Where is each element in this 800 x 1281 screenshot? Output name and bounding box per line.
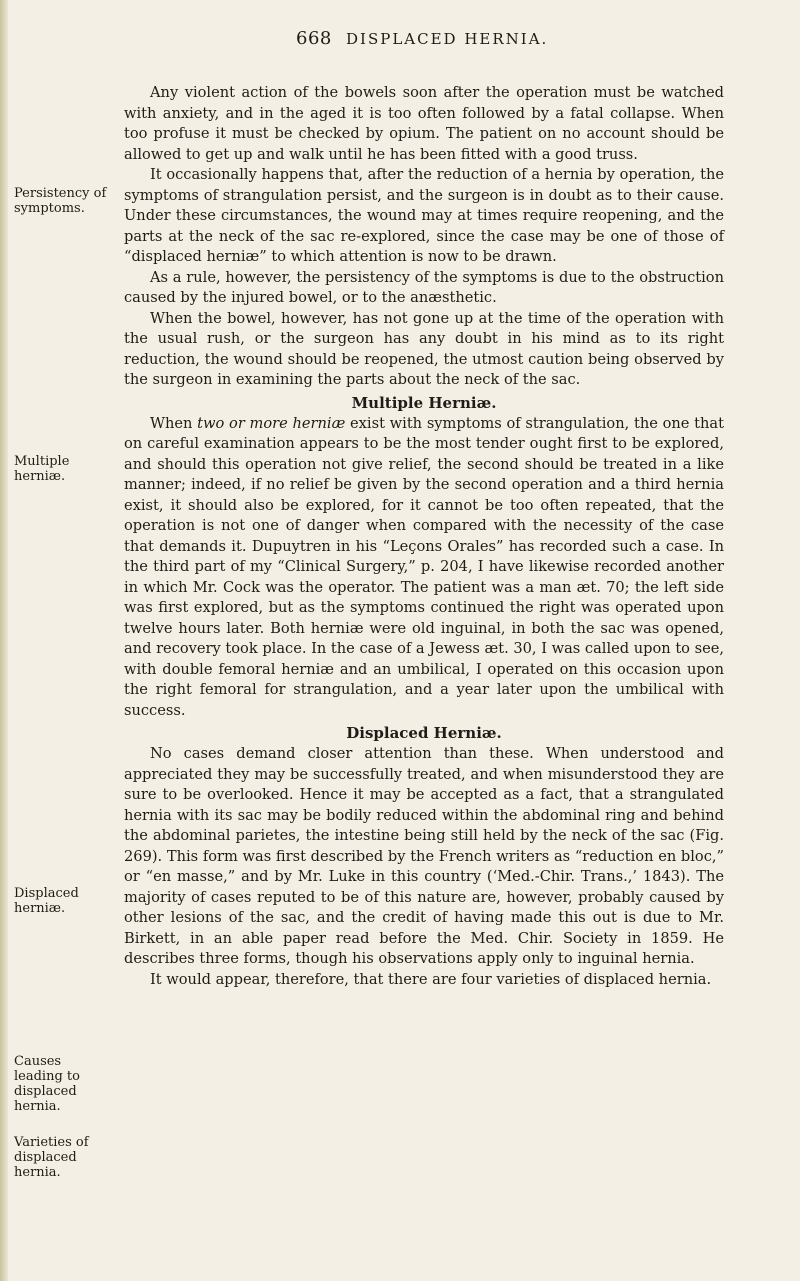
emphasis-text: two or more herniæ bbox=[197, 414, 346, 432]
paragraph: It would appear, therefore, that there are four varieties of displaced hernia. bbox=[150, 970, 712, 988]
body-text bbox=[124, 83, 724, 990]
paragraph: As a rule, however, the persistency of the symptoms is due to the obstruction caused by the injured bowel, or to the anæsthetic. bbox=[124, 268, 724, 306]
page-header bbox=[0, 28, 800, 54]
section-heading-displaced-herniae: Displaced Herniæ. bbox=[346, 724, 502, 742]
text-run: exist with symptoms of strangulation, the one that on careful examination appears to be the most tender ought first to be explored, and should this operation not give relief, the second should be treated in a like manner; indeed, if no relief be given by the second operation and a third hernia exist, it should also be explored, for it cannot be too often repeated, that the operation is not one of danger when compared with the necessity of the case that demands it. Dupuytren in his “Leçons Orales” has recorded such a case. In the third part of my “Clinical Surgery,” p. 204, I have likewise recorded another in which Mr. Cock was the operator. The patient was a man æt. 70; the left side was first explored, but as the symptoms continued the right was operated upon twelve hours later. Both herniæ were old inguinal, in both the sac was opened, and recovery took place. In the case of a Jewess æt. 30, I was called upon to see, with double femoral herniæ and an umbilical, I operated on this occasion upon the right femoral for strangulation, and a year later upon the umbilical with success. bbox=[124, 414, 725, 719]
margin-note-displaced-herniae: Displaced herniæ. bbox=[14, 886, 79, 916]
margin-note-causes: Causes leading to displaced hernia. bbox=[14, 1054, 80, 1114]
margin-note-persistency: Persistency of symptoms. bbox=[14, 186, 107, 216]
margin-note-multiple-herniae: Multiple herniæ. bbox=[14, 454, 70, 484]
paragraph: No cases demand closer attention than these. When understood and appreciated they may be successfully treated, and when misunderstood they are sure to be overlooked. Hence it may be accepted as a fact, that a strangulated hernia with its sac may be bodily reduced within the abdominal ring and behind the abdominal parietes, the intestine being still held by the neck of the sac (Fig. 269). This form was first described by the French writers as “reduction en bloc,” or “en masse,” and by Mr. Luke in this country (‘Med.-Chir. Trans.,’ 1843). The majority of cases reputed to be of this nature are, however, probably caused by other lesions of the sac, and the credit of having made this out is due to Mr. Birkett, in an able paper read before the Med. Chir. Society in 1859. He describes three forms, though his observations apply only to inguinal hernia. bbox=[124, 745, 724, 967]
paragraph: It occasionally happens that, after the reduction of a hernia by operation, the symptoms of strangulation persist, and the surgeon is in doubt as to their cause. Under these circumstances, the wound may at times require reopening, and the parts at the neck of the sac re-explored, since the case may be one of those of “displaced herniæ” to which attention is now to be drawn. bbox=[124, 166, 724, 265]
page-number: 668 bbox=[296, 28, 332, 49]
text-run: When bbox=[150, 414, 198, 432]
section-heading-multiple-herniae: Multiple Herniæ. bbox=[351, 393, 497, 412]
margin-note-varieties: Varieties of displaced hernia. bbox=[14, 1135, 89, 1180]
paragraph: Any violent action of the bowels soon after the operation must be watched with anxiety, and in the aged it is too often followed by a fatal collapse. When too profuse it must be checked by opium. The patient on no account should be allowed to get up and walk until he has been fitted with a good truss. bbox=[124, 84, 724, 163]
page-spine-edge bbox=[0, 0, 8, 1281]
paragraph bbox=[124, 414, 724, 722]
paragraph: When the bowel, however, has not gone up at the time of the operation with the usual rush, or the surgeon has any doubt in his mind as to its right reduction, the wound should be reopened, the utmost caution being observed by the surgeon in examining the parts about the neck of the sac. bbox=[124, 309, 724, 388]
running-head: DISPLACED HERNIA. bbox=[346, 30, 549, 48]
